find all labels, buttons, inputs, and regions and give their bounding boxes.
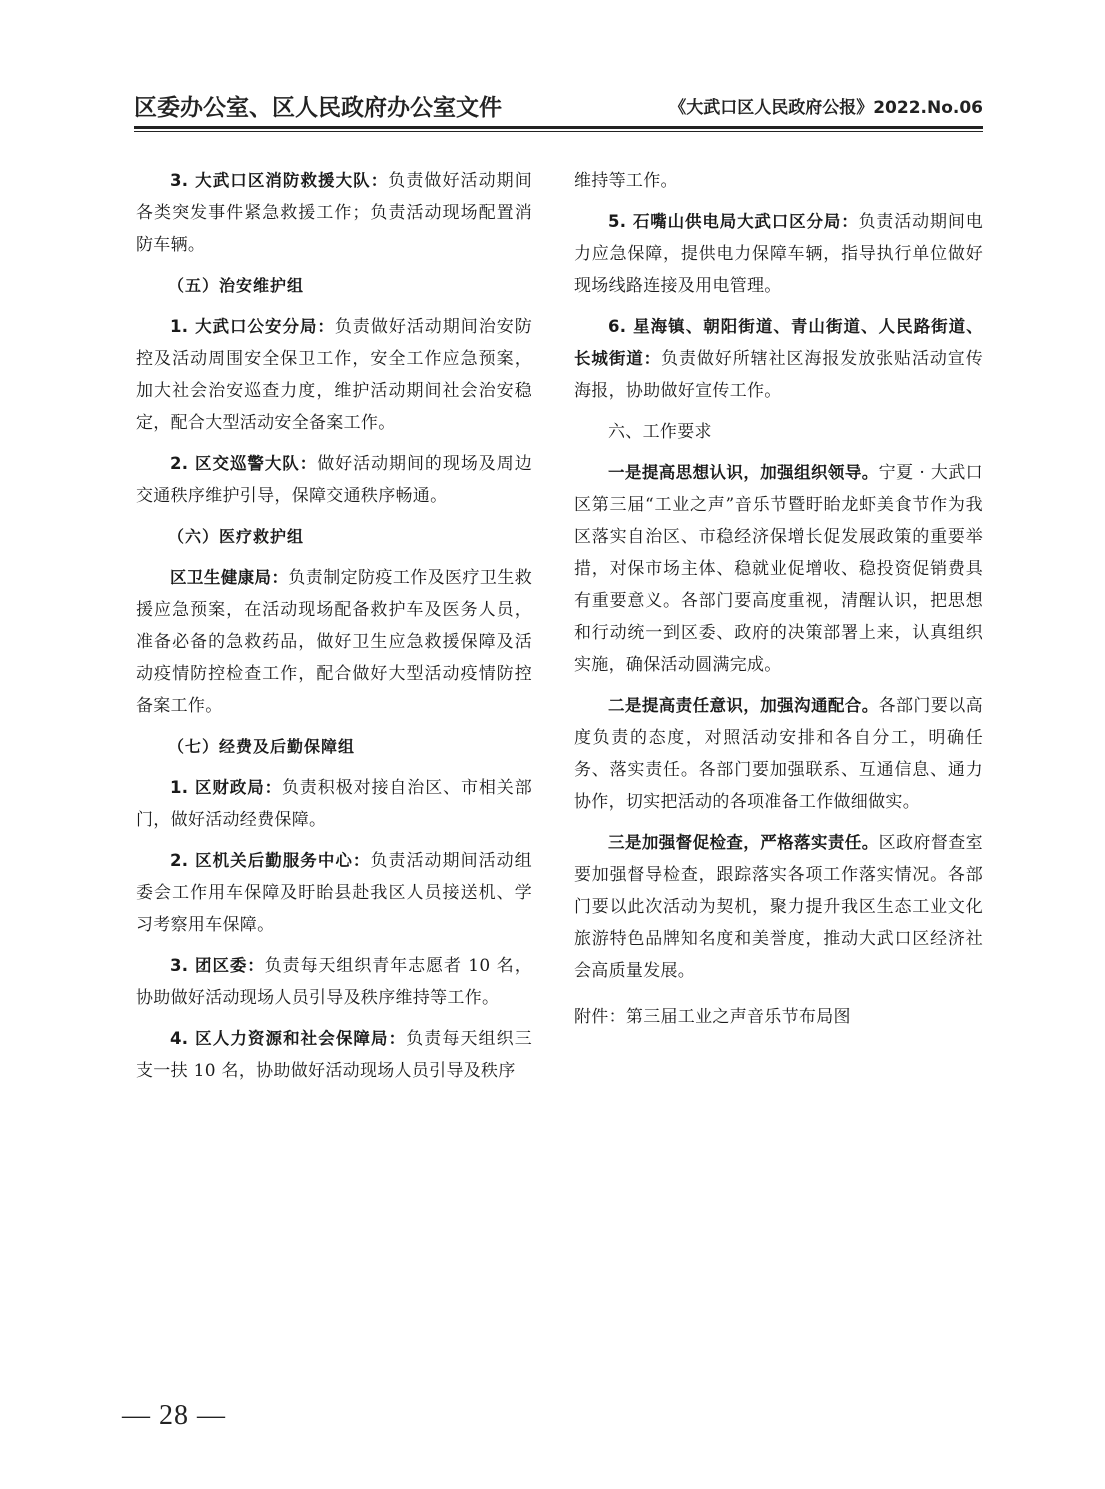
paragraph xyxy=(574,457,983,681)
paragraph-text: 负责做好活动期间各类突发事件紧急救援工作；负责活动现场配置消防车辆。 xyxy=(136,171,532,255)
paragraph xyxy=(574,827,983,987)
paragraph-text: 负责活动期间活动组委会工作用车保障及盱眙县赴我区人员接送机、学习考察用车保障。 xyxy=(136,851,532,935)
paragraph xyxy=(136,311,532,439)
paragraph-lead: 1. 区财政局： xyxy=(170,778,282,797)
paragraph-text: 负责做好活动期间治安防控及活动周围安全保卫工作，安全工作应急预案，加大社会治安巡查力度，维护活动期间社会治安稳定，配合大型活动安全备案工作。 xyxy=(136,317,532,433)
paragraph-lead: 4. 区人力资源和社会保障局： xyxy=(170,1029,407,1048)
section-subheading: （六）医疗救护组 xyxy=(168,527,305,546)
paragraph-lead: 2. 区交巡警大队： xyxy=(170,454,318,473)
paragraph xyxy=(136,165,532,261)
paragraph xyxy=(136,772,532,836)
paragraph-lead: 3. 团区委： xyxy=(170,956,265,975)
paragraph-lead: 一是提高思想认识，加强组织领导。 xyxy=(608,463,879,482)
section-subheading: （七）经费及后勤保障组 xyxy=(168,737,356,756)
paragraph xyxy=(136,845,532,941)
paragraph xyxy=(136,562,532,722)
paragraph-lead: 3. 大武口区消防救援大队： xyxy=(170,171,389,190)
attachment-note: 附件：第三届工业之声音乐节布局图 xyxy=(574,1007,851,1027)
paragraph xyxy=(136,950,532,1014)
paragraph xyxy=(574,690,983,818)
paragraph-text: 负责积极对接自治区、市相关部门，做好活动经费保障。 xyxy=(136,778,532,830)
paragraph-text: 负责活动期间电力应急保障，提供电力保障车辆，指导执行单位做好现场线路连接及用电管理。 xyxy=(574,212,983,296)
paragraph-text: 负责做好所辖社区海报发放张贴活动宣传海报，协助做好宣传工作。 xyxy=(574,349,983,401)
paragraph xyxy=(574,311,983,407)
paragraph-lead: 区卫生健康局： xyxy=(170,568,289,587)
paragraph-text: 各部门要以高度负责的态度，对照活动安排和各自分工，明确任务、落实责任。各部门要加强联系、互通信息、通力协作，切实把活动的各项准备工作做细做实。 xyxy=(574,696,983,812)
left-column xyxy=(136,165,532,1096)
paragraph-text: 区政府督查室要加强督导检查，跟踪落实各项工作落实情况。各部门要以此次活动为契机，聚力提升我区生态工业文化旅游特色品牌知名度和美誉度，推动大武口区经济社会高质量发展。 xyxy=(574,833,983,981)
header-issuer: 区委办公室、区人民政府办公室文件 xyxy=(134,95,502,121)
section-heading: 六、工作要求 xyxy=(608,422,712,442)
paragraph-text: 负责每天组织三支一扶 10 名，协助做好活动现场人员引导及秩序 xyxy=(136,1029,532,1081)
paragraph-text: 负责制定防疫工作及医疗卫生救援应急预案，在活动现场配备救护车及医务人员，准备必备的急救药品，做好卫生应急救援保障及活动疫情防控检查工作，配合做好大型活动疫情防控备案工作。 xyxy=(136,568,532,716)
paragraph-lead: 6. 星海镇、朝阳街道、青山街道、人民路街道、长城街道： xyxy=(574,317,983,368)
right-column xyxy=(574,165,983,1042)
paragraph-text: 负责每天组织青年志愿者 10 名，协助做好活动现场人员引导及秩序维持等工作。 xyxy=(136,956,532,1008)
paragraph-lead: 三是加强督促检查，严格落实责任。 xyxy=(608,833,879,852)
paragraph xyxy=(136,448,532,512)
paragraph-text: 宁夏 · 大武口区第三届“工业之声”音乐节暨盱眙龙虾美食节作为我区落实自治区、市稳经济保增长促发展政策的重要举措，对保市场主体、稳就业促增收、稳投资促销费具有重要意义。各部门要高度重视，清醒认识，把思想和行动统一到区委、政府的决策部署上来，认真组织实施，确保活动圆满完成。 xyxy=(574,463,983,675)
paragraph xyxy=(574,206,983,302)
header-rule-thick xyxy=(134,126,983,129)
paragraph-lead: 二是提高责任意识，加强沟通配合。 xyxy=(608,696,879,715)
section-subheading: （五）治安维护组 xyxy=(168,276,305,295)
paragraph-continuation: 维持等工作。 xyxy=(574,171,678,191)
paragraph-text: 做好活动期间的现场及周边交通秩序维护引导，保障交通秩序畅通。 xyxy=(136,454,532,506)
header-rule-thin xyxy=(134,131,983,132)
paragraph-lead: 2. 区机关后勤服务中心： xyxy=(170,851,371,870)
running-header xyxy=(134,88,983,128)
header-publication: 《大武口区人民政府公报》2022.No.06 xyxy=(669,98,983,118)
paragraph-lead: 5. 石嘴山供电局大武口区分局： xyxy=(608,212,859,231)
paragraph-lead: 1. 大武口公安分局： xyxy=(170,317,335,336)
page-number: — 28 — xyxy=(122,1400,226,1431)
paragraph xyxy=(136,1023,532,1087)
